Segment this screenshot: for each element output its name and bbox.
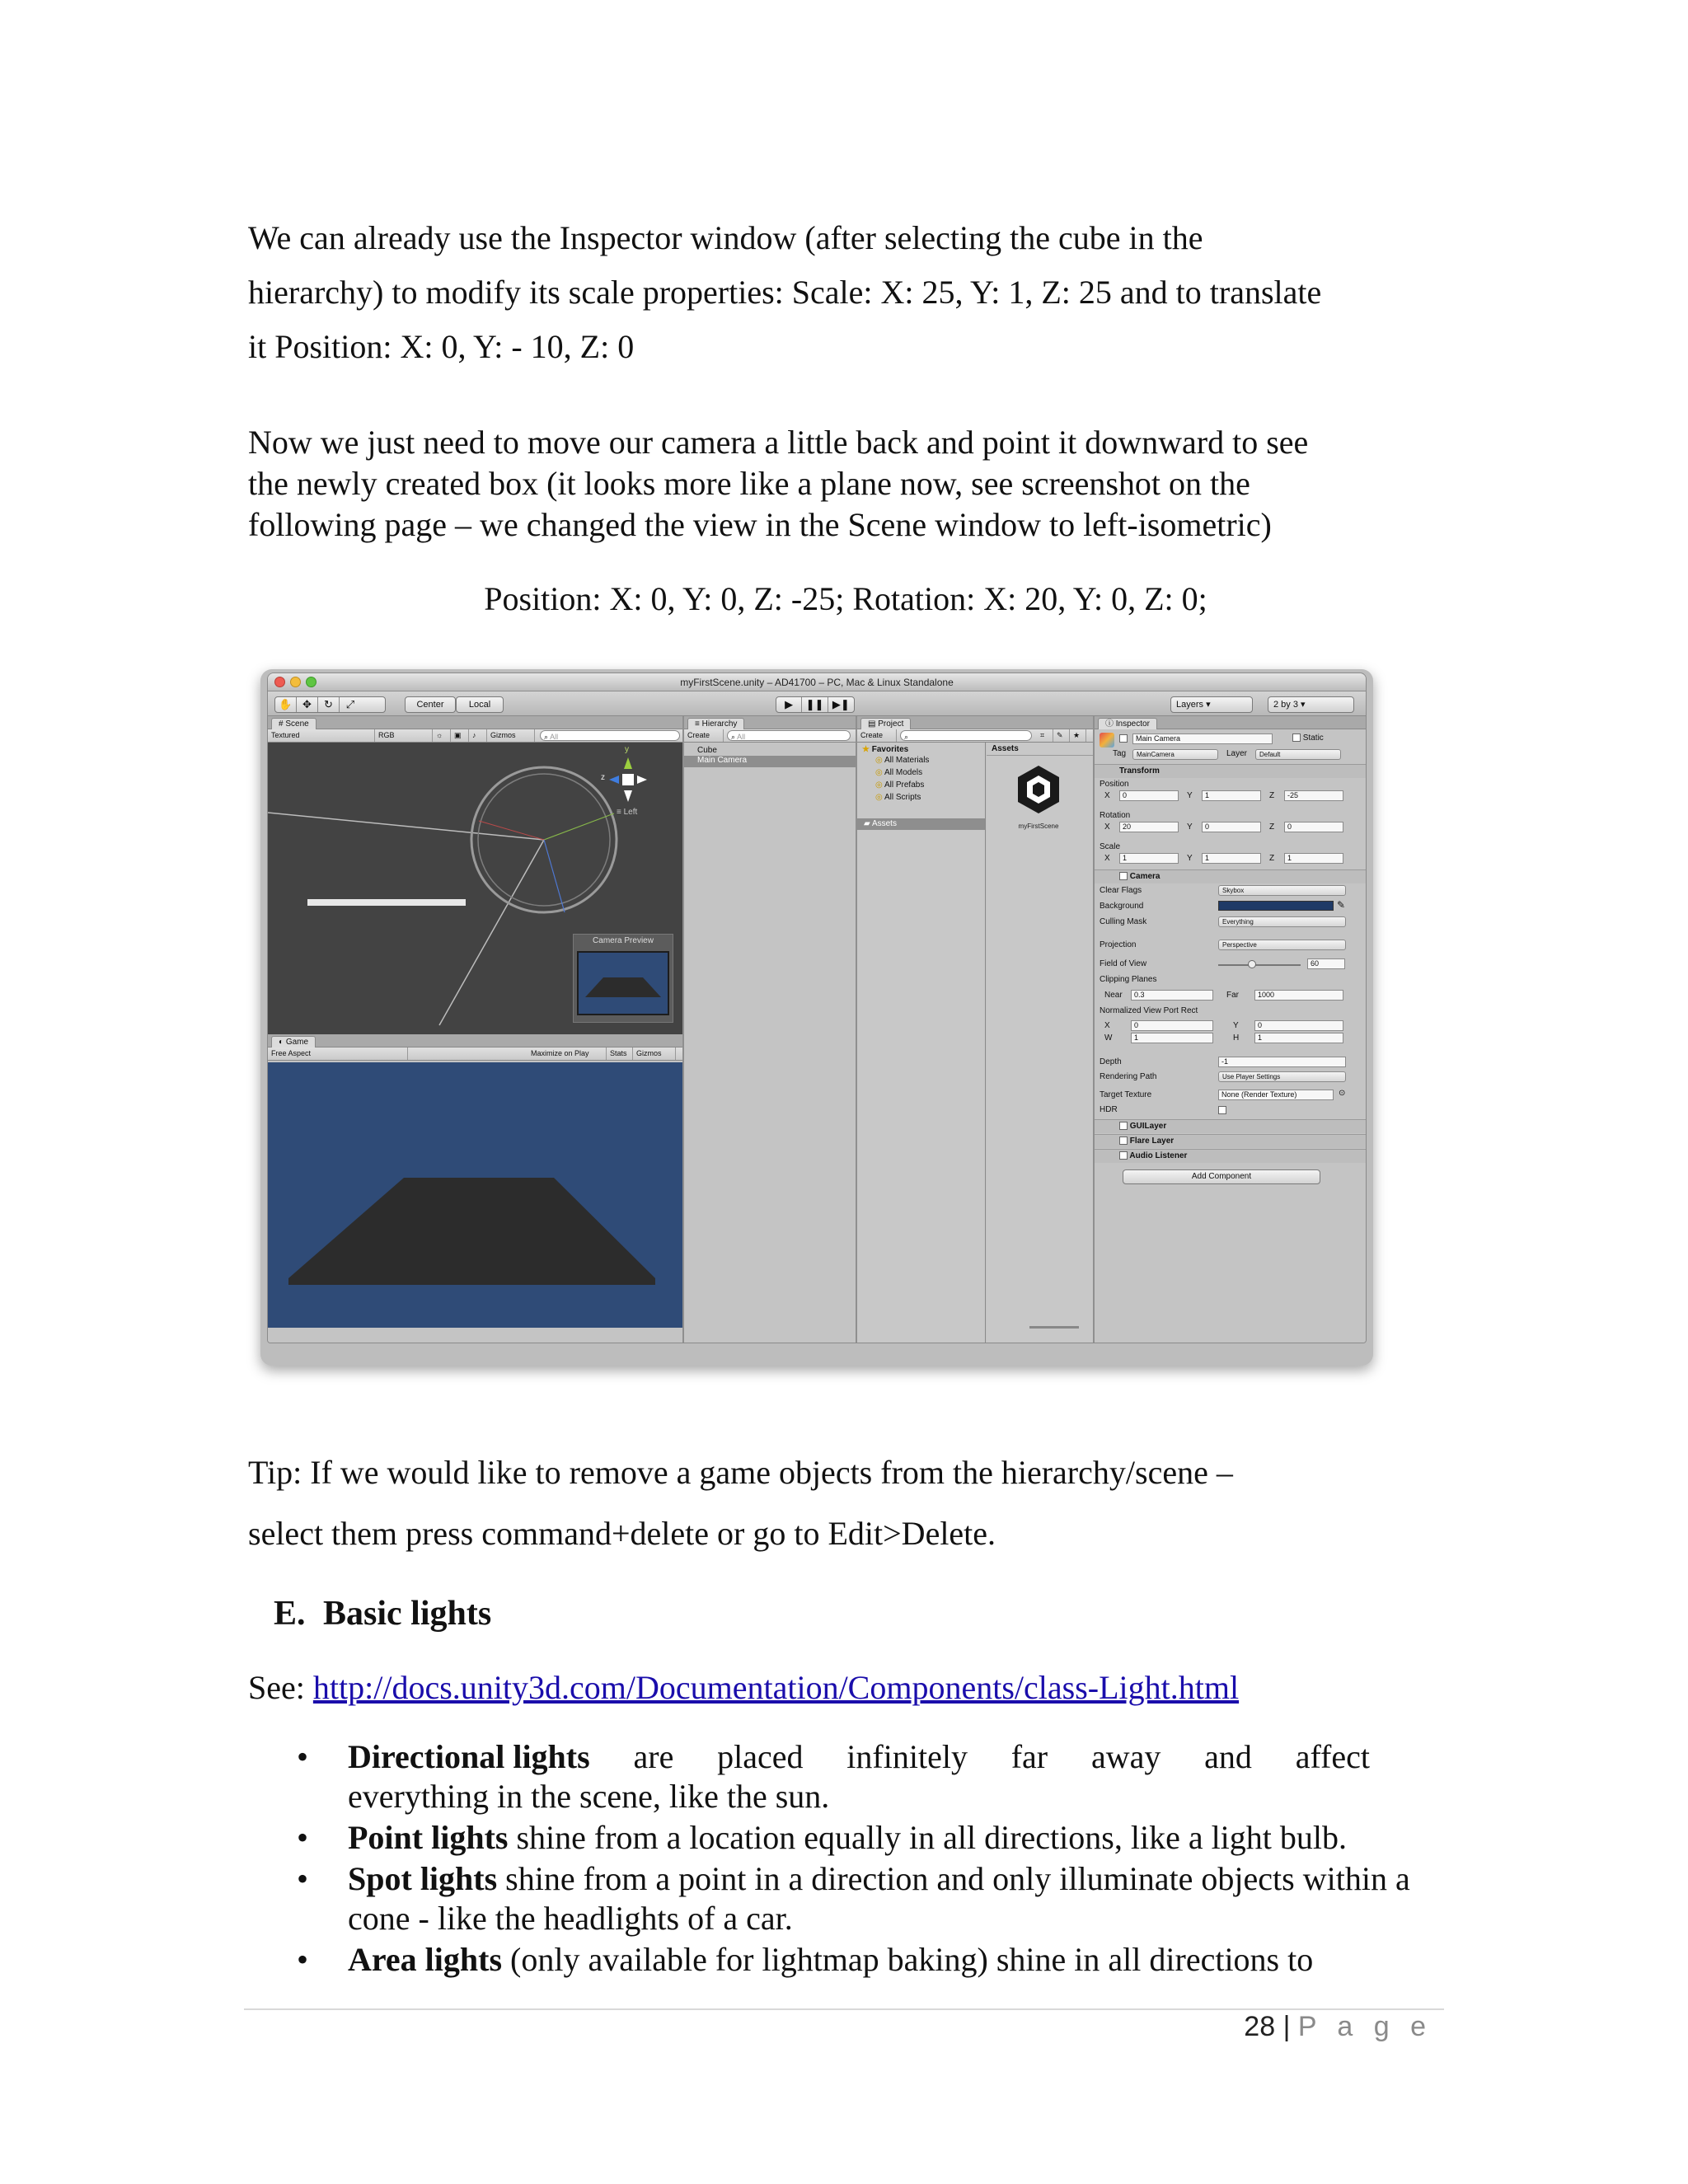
asset-zoom-slider[interactable] (1029, 1326, 1079, 1329)
bullet-term: Spot lights (348, 1860, 498, 1897)
rendering-path-dropdown[interactable]: Use Player Settings (1218, 1071, 1346, 1082)
depth-field[interactable]: -1 (1218, 1057, 1346, 1067)
hierarchy-item-main-camera[interactable]: Main Camera (684, 756, 856, 767)
section-number: E. (274, 1595, 306, 1633)
stats-toggle[interactable]: Stats (607, 1047, 633, 1060)
gameobject-icon (1100, 733, 1114, 748)
scene-search-icon: ⌕ (544, 733, 549, 741)
project-controlbar (857, 729, 1093, 743)
zoom-window-button[interactable] (306, 677, 316, 687)
position-x-field[interactable]: 0 (1119, 790, 1179, 801)
documentation-link[interactable]: http://docs.unity3d.com/Documentation/Components/class-Light.html (312, 1669, 1240, 1706)
far-field[interactable]: 1000 (1254, 990, 1343, 1001)
shading-dropdown[interactable]: Textured (268, 729, 375, 742)
play-icon[interactable]: ▶ (776, 697, 802, 712)
orientation-gizmo[interactable] (609, 757, 647, 802)
scene-line (268, 813, 544, 840)
layers-dropdown[interactable]: Layers ▾ (1170, 696, 1253, 713)
space-toggle-button[interactable]: Local (456, 696, 504, 713)
object-picker-icon[interactable]: ⊙ (1339, 1089, 1346, 1098)
favorite-star-icon[interactable]: ★ (1070, 729, 1086, 742)
folder-icon: ▰ (864, 819, 870, 828)
game-tab-icon: ◐ (279, 1038, 284, 1047)
fov-field[interactable]: 60 (1307, 958, 1345, 969)
unity-screenshot (260, 669, 1373, 1366)
hierarchy-search-input[interactable] (727, 730, 851, 741)
scale-x-label: X (1104, 854, 1110, 863)
section-title: Basic lights (323, 1595, 492, 1633)
section-heading (274, 1594, 491, 1633)
scene-asset-label: myFirstScene (1018, 823, 1059, 830)
transform-title: Transform (1119, 766, 1160, 776)
layer-label: Layer (1226, 749, 1248, 758)
camera-component-header[interactable] (1095, 869, 1367, 883)
rotation-x-field[interactable]: 20 (1119, 822, 1179, 832)
static-label: Static (1302, 733, 1324, 743)
search-folder-icon: ◎ (875, 780, 883, 790)
favorite-item[interactable] (857, 754, 985, 766)
hierarchy-tabbar (684, 716, 856, 729)
footer-divider (244, 2008, 1444, 2010)
guilayer-enabled-checkbox (1119, 1122, 1128, 1130)
viewport-w-field[interactable]: 1 (1131, 1033, 1213, 1043)
hdr-checkbox[interactable] (1218, 1106, 1226, 1114)
near-label: Near (1104, 991, 1123, 1000)
audio-listener-component-header[interactable] (1095, 1149, 1367, 1163)
position-label: Position (1100, 780, 1129, 789)
static-checkbox (1292, 733, 1301, 742)
inspector-body (1095, 729, 1367, 1343)
favorites-star-icon: ★ (862, 745, 870, 754)
favorite-item-label: All Materials (884, 756, 930, 765)
word: and (1204, 1738, 1252, 1775)
favorite-item-label: All Prefabs (884, 780, 925, 790)
plane-shape (288, 1178, 655, 1285)
rotation-label: Rotation (1100, 811, 1131, 820)
bullet-term: Point lights (348, 1819, 509, 1856)
camera-preview-panel (573, 934, 673, 1023)
list-item (297, 1940, 1451, 1980)
viewport-y-field[interactable]: 0 (1254, 1020, 1343, 1031)
clear-flags-label: Clear Flags (1100, 886, 1142, 895)
camera-paragraph (248, 422, 1308, 546)
view-orientation-text: Left (623, 808, 638, 817)
camera-axis-line (544, 813, 614, 840)
favorite-item[interactable] (857, 791, 985, 804)
maximize-on-play-toggle[interactable]: Maximize on Play (528, 1047, 607, 1060)
filter-type-icon[interactable]: ⌗ (1037, 729, 1053, 742)
word: infinitely (846, 1738, 968, 1775)
layers-label: Layers (1176, 700, 1204, 710)
see-reference (248, 1668, 1239, 1707)
projection-label: Projection (1100, 940, 1137, 949)
cube-plane-shape (307, 899, 466, 906)
background-color-swatch[interactable] (1218, 901, 1334, 911)
close-window-button[interactable] (274, 677, 285, 687)
orientation-grid-icon: ≡ (617, 808, 621, 817)
rotation-y-field[interactable]: 0 (1202, 822, 1261, 832)
bullet-text: shine from a point in a direction and only illuminate objects within a cone - like the headlights of a car. (348, 1860, 1410, 1937)
hdr-label: HDR (1100, 1105, 1118, 1114)
culling-mask-dropdown[interactable]: Everything (1218, 916, 1346, 927)
project-assets-pane (987, 743, 1093, 1343)
flare-layer-title: Flare Layer (1129, 1137, 1175, 1146)
window-controls (274, 677, 316, 687)
scale-y-label: Y (1187, 854, 1193, 863)
camera-preview-image (577, 951, 669, 1015)
eyedropper-icon[interactable]: ✎ (1337, 899, 1346, 911)
tab-scene[interactable] (271, 718, 316, 729)
scale-tool-icon[interactable]: ⤢ (345, 698, 355, 710)
hierarchy-tab-icon: ≡ (695, 719, 700, 729)
tab-game[interactable] (271, 1036, 316, 1047)
rotation-z-label: Z (1269, 823, 1275, 832)
scene-tab-icon: # (279, 719, 284, 729)
favorites-header[interactable] (857, 743, 985, 754)
scene-view[interactable] (268, 743, 682, 1034)
bullet-text: (only available for lightmap baking) shine in all directions to (510, 1941, 1314, 1978)
flare-layer-enabled-checkbox (1119, 1137, 1128, 1145)
hierarchy-search-placeholder: All (737, 733, 746, 741)
search-folder-icon: ◎ (875, 768, 883, 777)
minimize-window-button[interactable] (290, 677, 301, 687)
scene-line (439, 840, 544, 1025)
hierarchy-search-icon: ⌕ (731, 733, 736, 741)
inspector-tabbar (1095, 716, 1367, 729)
axis-y-label: y (625, 745, 629, 754)
rotation-x-label: X (1104, 823, 1110, 832)
target-texture-label: Target Texture (1100, 1090, 1152, 1099)
assets-header: Assets (987, 743, 1093, 756)
camera-line-1: Now we just need to move our camera a little back and point it downward to see (248, 424, 1309, 461)
word: are (633, 1738, 674, 1775)
scene-game-column (268, 716, 684, 1343)
intro-line-1: We can already use the Inspector window (after selecting the cube in the (248, 219, 1203, 256)
bullet-term: Area lights (348, 1941, 503, 1978)
word: affect (1295, 1738, 1370, 1775)
rotation-y-label: Y (1187, 823, 1193, 832)
word: away (1090, 1738, 1161, 1775)
project-search-icon: ⌕ (904, 733, 909, 741)
favorite-item[interactable] (857, 766, 985, 779)
project-tab-label: Project (878, 719, 904, 729)
position-x-label: X (1104, 791, 1110, 800)
game-controlbar (268, 1047, 682, 1061)
page-word: P a g e (1297, 2011, 1432, 2042)
scene-search-input[interactable] (540, 730, 680, 741)
bullet-text: everything in the scene, like the sun. (348, 1778, 830, 1815)
hierarchy-controlbar (684, 729, 856, 743)
bullet-dot: • (297, 1819, 309, 1856)
object-name-field[interactable]: Main Camera (1132, 733, 1273, 744)
hierarchy-item-cube[interactable]: Cube (697, 746, 717, 755)
viewport-y-label: Y (1233, 1021, 1239, 1030)
project-panel (857, 716, 1095, 1343)
transform-header[interactable] (1095, 764, 1367, 778)
filter-label-icon[interactable]: ✎ (1053, 729, 1070, 742)
add-component-button[interactable]: Add Component (1123, 1169, 1320, 1184)
move-tool-icon[interactable]: ✥ (297, 697, 318, 712)
position-z-field[interactable]: -25 (1284, 790, 1343, 801)
viewport-rect-label: Normalized View Port Rect (1100, 1006, 1198, 1015)
image-toggle-icon[interactable]: ▣ (451, 729, 469, 742)
window-titlebar (268, 673, 1366, 691)
hierarchy-tab-label: Hierarchy (701, 719, 738, 729)
favorite-item-label: All Models (884, 768, 923, 777)
render-mode-dropdown[interactable]: RGB (375, 729, 433, 742)
axis-z-label: z (601, 773, 605, 782)
favorite-item[interactable] (857, 779, 985, 791)
game-view[interactable] (268, 1062, 682, 1328)
scene-controlbar (268, 729, 682, 743)
hierarchy-panel (684, 716, 857, 1343)
static-toggle[interactable] (1292, 733, 1324, 743)
tab-inspector[interactable] (1098, 718, 1157, 729)
step-icon[interactable]: ▶❚ (832, 698, 850, 710)
background-label: Background (1100, 902, 1144, 911)
camera-preview-title: Camera Preview (593, 936, 654, 945)
camera-enabled-checkbox (1119, 872, 1128, 880)
assets-folder-item[interactable] (857, 818, 985, 830)
scene-tab-label: Scene (285, 719, 309, 729)
view-orientation-label (617, 808, 637, 817)
audio-listener-enabled-checkbox (1119, 1151, 1128, 1160)
scale-label: Scale (1100, 842, 1121, 851)
flare-layer-component-header[interactable] (1095, 1134, 1367, 1148)
inspector-tab-label: Inspector (1115, 719, 1150, 729)
search-folder-icon: ◎ (875, 793, 883, 802)
list-item (297, 1737, 1451, 1816)
hand-tool-icon[interactable]: ✋ (275, 697, 297, 712)
unity-window (267, 673, 1367, 1343)
word: far (1010, 1738, 1048, 1775)
gizmos-dropdown[interactable]: Gizmos (487, 729, 535, 742)
game-view-drawing (268, 1062, 682, 1328)
page-footer (1244, 2011, 1432, 2043)
footer-separator: | (1282, 2011, 1291, 2042)
game-tabbar (268, 1034, 682, 1047)
bullet-dot: • (297, 1738, 309, 1775)
position-y-field[interactable]: 1 (1202, 790, 1261, 801)
list-item (297, 1859, 1451, 1938)
intro-line-2: hierarchy) to modify its scale properties: Scale: X: 25, Y: 1, Z: 25 and to translate (248, 274, 1322, 311)
scene-tabbar (268, 716, 682, 729)
project-tree (857, 743, 986, 1343)
guilayer-title: GUILayer (1129, 1122, 1167, 1131)
directional-first-line (348, 1737, 1370, 1777)
clear-flags-dropdown[interactable]: Skybox (1218, 885, 1346, 896)
audio-toggle-icon[interactable]: ♪ (469, 729, 487, 742)
rendering-path-label: Rendering Path (1100, 1072, 1157, 1081)
lights-list (297, 1737, 1451, 1980)
project-search-input[interactable] (900, 730, 1032, 741)
far-label: Far (1226, 991, 1239, 1000)
position-y-label: Y (1187, 791, 1193, 800)
game-gizmos-dropdown[interactable]: Gizmos (633, 1047, 676, 1060)
viewport-x-label: X (1104, 1021, 1110, 1030)
aspect-dropdown[interactable]: Free Aspect (268, 1047, 408, 1060)
layout-dropdown[interactable]: 2 by 3 ▾ (1268, 696, 1354, 713)
scale-x-field[interactable]: 1 (1119, 853, 1179, 864)
rotate-tool-icon[interactable]: ↻ (318, 697, 340, 712)
pivot-toggle-button[interactable]: Center (405, 696, 456, 713)
projection-dropdown[interactable]: Perspective (1218, 940, 1346, 950)
hierarchy-create-dropdown[interactable]: Create (684, 729, 724, 742)
unity-scene-icon (1010, 761, 1067, 818)
intro-paragraph (248, 211, 1321, 374)
bullet-term: Directional lights (348, 1738, 590, 1775)
audio-listener-title: Audio Listener (1129, 1151, 1188, 1160)
guilayer-component-header[interactable] (1095, 1119, 1367, 1133)
tag-dropdown[interactable]: MainCamera (1132, 749, 1218, 760)
bullet-text: shine from a location equally in all directions, like a light bulb. (516, 1819, 1348, 1856)
scale-z-field[interactable]: 1 (1284, 853, 1343, 864)
game-tab-label: Game (285, 1038, 309, 1047)
window-title: myFirstScene.unity – AD41700 – PC, Mac & Linux Standalone (680, 677, 954, 688)
inspector-info-icon: ⓘ (1105, 719, 1114, 729)
project-create-dropdown[interactable]: Create (857, 729, 897, 742)
viewport-x-field[interactable]: 0 (1131, 1020, 1213, 1031)
bullet-dot: • (297, 1941, 309, 1978)
near-field[interactable]: 0.3 (1131, 990, 1213, 1001)
tip-line-1: Tip: If we would like to remove a game objects from the hierarchy/scene – (248, 1454, 1233, 1491)
unity-toolbar (268, 691, 1366, 716)
fov-slider-handle[interactable] (1248, 960, 1256, 968)
layer-dropdown[interactable]: Default (1255, 749, 1341, 760)
camera-axis-line (544, 840, 565, 912)
tip-paragraph (248, 1442, 1233, 1564)
favorite-item-label: All Scripts (884, 793, 921, 802)
list-item (297, 1818, 1451, 1858)
depth-label: Depth (1100, 1057, 1122, 1066)
camera-preview-plane (579, 953, 668, 1014)
camera-line-2: the newly created box (it looks more like a plane now, see screenshot on the (248, 465, 1250, 502)
favorites-label: Favorites (871, 745, 909, 754)
viewport-h-field[interactable]: 1 (1254, 1033, 1343, 1043)
tab-project[interactable] (860, 718, 911, 729)
active-checkbox[interactable] (1119, 734, 1128, 743)
camera-component-title: Camera (1129, 872, 1160, 881)
play-controls (776, 696, 855, 713)
see-label: See: (248, 1669, 305, 1706)
word: placed (717, 1738, 804, 1775)
viewport-w-label: W (1104, 1033, 1113, 1043)
fov-label: Field of View (1100, 959, 1147, 968)
layout-label: 2 by 3 (1273, 700, 1298, 710)
scene-search-placeholder: All (550, 733, 559, 741)
fov-slider[interactable] (1218, 964, 1301, 966)
tag-label: Tag (1113, 749, 1127, 758)
assets-folder-label: Assets (871, 819, 897, 828)
scale-y-field[interactable]: 1 (1202, 853, 1261, 864)
target-texture-field[interactable]: None (Render Texture) (1218, 1090, 1334, 1100)
camera-settings: Position: X: 0, Y: 0, Z: -25; Rotation: X: 20, Y: 0, Z: 0; (484, 580, 1207, 617)
viewport-h-label: H (1233, 1033, 1240, 1043)
culling-mask-label: Culling Mask (1100, 917, 1147, 926)
page-number: 28 (1244, 2011, 1276, 2042)
scene-asset[interactable] (1001, 761, 1076, 830)
scale-z-label: Z (1269, 854, 1275, 863)
project-tabbar (857, 716, 1093, 729)
rotation-z-field[interactable]: 0 (1284, 822, 1343, 832)
clipping-planes-label: Clipping Planes (1100, 975, 1157, 984)
lighting-toggle-icon[interactable]: ☼ (433, 729, 451, 742)
inspector-panel (1095, 716, 1367, 1343)
tip-line-2: select them press command+delete or go to Edit>Delete. (248, 1515, 996, 1552)
intro-line-3: it Position: X: 0, Y: - 10, Z: 0 (248, 328, 635, 365)
project-tab-icon: ▤ (868, 719, 876, 729)
tab-hierarchy[interactable] (687, 718, 744, 729)
pause-icon[interactable]: ❚❚ (802, 697, 828, 712)
camera-line-3: following page – we changed the view in the Scene window to left-isometric) (248, 506, 1272, 543)
search-folder-icon: ◎ (875, 756, 883, 765)
transform-tools (274, 696, 386, 713)
bullet-dot: • (297, 1860, 309, 1897)
position-z-label: Z (1269, 791, 1275, 800)
